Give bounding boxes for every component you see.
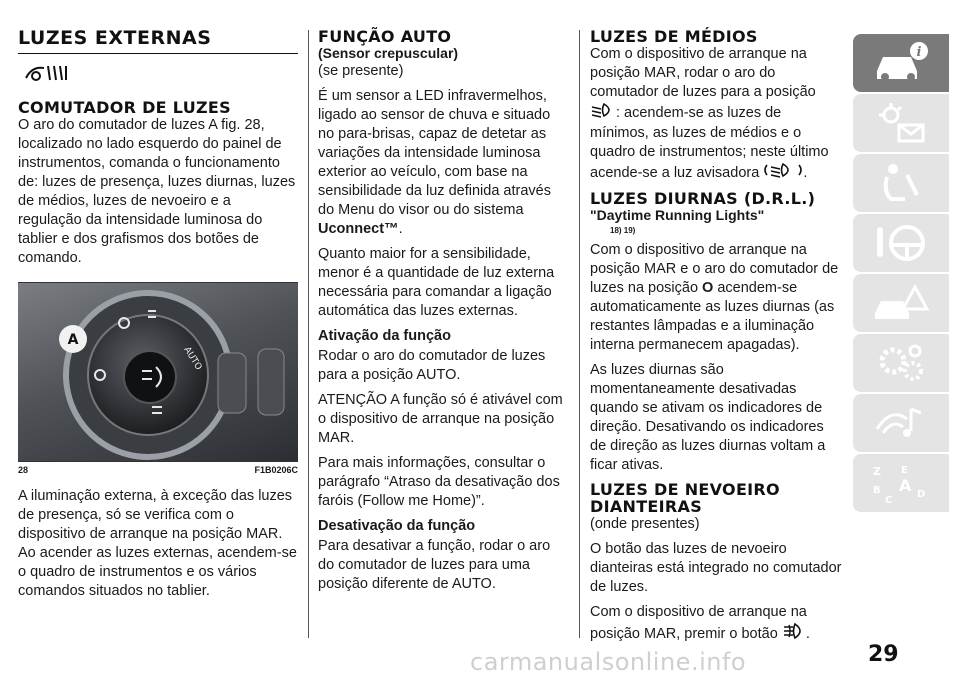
light-switch-figure xyxy=(18,282,298,461)
paragraph xyxy=(318,87,568,239)
footnote-refs: 18) 19) xyxy=(610,226,636,235)
uconnect-term: Uconnect™ xyxy=(318,221,399,237)
section-heading xyxy=(590,481,842,515)
column-divider xyxy=(579,30,580,638)
section-heading: LUZES DE MÉDIOS xyxy=(590,27,758,46)
section-subtitle: "Daytime Running Lights" xyxy=(590,207,765,223)
media-icon xyxy=(871,401,931,445)
paragraph xyxy=(590,241,842,355)
tab-index[interactable] xyxy=(853,454,949,512)
warning-lights-icon xyxy=(871,101,931,145)
paragraph: Rodar o aro do comutador de luzes para a posição AUTO. xyxy=(318,348,546,383)
airbag-seat-icon xyxy=(871,161,931,205)
section-heading: LUZES DIURNAS (D.R.L.) xyxy=(590,189,816,208)
title-rule xyxy=(18,53,298,54)
tab-emergency[interactable] xyxy=(853,274,949,332)
position-symbol: O xyxy=(702,280,714,296)
paragraph-text: Com o dispositivo de arranque na posição MAR, rodar o aro do comutador de luzes para a posição xyxy=(590,46,816,100)
column-3 xyxy=(590,28,842,652)
section-title: LUZES EXTERNAS xyxy=(18,27,212,49)
paragraph: O aro do comutador de luzes A fig. 28, localizado no lado esquerdo do painel de instrumentos, comanda o funcionamento de: luzes de presença, luzes diurnas, luzes de médios, luzes de nevoeiro e a regulação da intensidade luminosa do tablier e dos grafismos dos botões de comando. xyxy=(18,117,296,266)
breakdown-icon xyxy=(871,281,931,325)
paragraph: Para mais informações, consultar o parágrafo “Atraso da desativação dos faróis (Follow me Home)”. xyxy=(318,455,560,509)
index-letters-icon xyxy=(871,461,931,505)
paragraph: A iluminação externa, à exceção das luzes de presença, só se verifica com o dispositivo de arranque na posição MAR. Ao acender as luzes externas, acendem-se o quadro de instrumentos e os vários comandos situados no tablier. xyxy=(18,488,297,599)
steering-wheel-icon xyxy=(871,221,931,265)
paragraph-text: Com o dispositivo de arranque na posição MAR, premir o botão xyxy=(590,604,807,642)
paragraph-text: : acendem-se as luzes de mínimos, as luzes de médios e o quadro de instrumentos; neste último acende-se a luz avisadora xyxy=(590,104,829,181)
paragraph: O botão das luzes de nevoeiro dianteiras está integrado no comutador de luzes. xyxy=(590,541,842,595)
tab-safety[interactable] xyxy=(853,154,949,212)
deactivation-heading: Desativação da função xyxy=(318,518,476,534)
figure-label-a: A xyxy=(67,332,79,348)
column-divider xyxy=(308,30,309,638)
column-2 xyxy=(318,28,568,600)
car-info-icon xyxy=(871,41,931,85)
tab-multimedia[interactable] xyxy=(853,394,949,452)
figure-number: 28 xyxy=(18,465,29,475)
svg-text:C: C xyxy=(885,495,893,505)
watermark: carmanualsonline.info xyxy=(470,648,747,676)
svg-text:Z: Z xyxy=(873,465,881,478)
section-subtitle: (Sensor crepuscular) xyxy=(318,45,459,61)
column-1 xyxy=(18,28,298,607)
paragraph xyxy=(590,45,842,184)
svg-text:A: A xyxy=(899,476,912,495)
paragraph-end: . xyxy=(398,221,403,237)
dipped-beam-icon xyxy=(590,102,616,124)
heading-line: DIANTEIRAS xyxy=(590,497,703,516)
presence-note: (se presente) xyxy=(318,63,404,79)
svg-text:D: D xyxy=(917,489,926,500)
figure-code: F1B0206C xyxy=(254,465,298,475)
section-heading: FUNÇÃO AUTO xyxy=(318,27,452,46)
tab-maintenance[interactable] xyxy=(853,334,949,392)
figure-label-auto: AUTO xyxy=(181,345,204,373)
paragraph xyxy=(590,603,842,646)
paragraph: Para desativar a função, rodar o aro do comutador de luzes para uma posição diferente de AUTO. xyxy=(318,538,551,592)
light-switch-icon xyxy=(22,62,298,89)
paragraph-end: . xyxy=(805,625,810,642)
svg-text:B: B xyxy=(873,485,881,496)
presence-note: (onde presentes) xyxy=(590,516,700,532)
paragraph-text: acendem-se automaticamente as luzes diurnas (as restantes lâmpadas e a iluminação interna permanecem apagadas). xyxy=(590,280,835,353)
section-heading: COMUTADOR DE LUZES xyxy=(18,98,231,117)
tab-lights[interactable] xyxy=(853,94,949,152)
paragraph: As luzes diurnas são momentaneamente desativadas quando se ativam os indicadores de direção. Desativando os indicadores de direção as luzes diurnas voltam a ficar ativas. xyxy=(590,362,826,473)
chapter-tabs xyxy=(853,34,949,514)
svg-text:E: E xyxy=(901,465,908,476)
paragraph-text: É um sensor a LED infravermelhos, ligado ao sensor de chuva e situado no para-brisas, capaz de detetar as variações da intensidade luminosa exterior ao veículo, com base na sensibilidade da luz definida através do Menu do visor ou do sistema xyxy=(318,88,551,218)
tab-car-info[interactable] xyxy=(853,34,949,92)
front-fog-icon xyxy=(782,622,806,646)
attention-note: ATENÇÃO A função só é ativável com o dispositivo de arranque na posição MAR. xyxy=(318,392,563,446)
heading-line: LUZES DE NEVOEIRO xyxy=(590,480,780,499)
svg-text:i: i xyxy=(916,45,922,60)
tab-driving[interactable] xyxy=(853,214,949,272)
paragraph-text: Com o dispositivo de arranque na posição MAR e o aro do comutador de luzes na posição xyxy=(590,242,839,296)
paragraph-end: . xyxy=(803,164,808,181)
activation-heading: Ativação da função xyxy=(318,328,451,344)
figure-caption xyxy=(18,461,298,475)
dipped-beam-icon xyxy=(763,162,803,184)
gears-icon xyxy=(871,341,931,385)
paragraph: Quanto maior for a sensibilidade, menor é a quantidade de luz externa necessária para comandar a ligação automática das luzes externas. xyxy=(318,246,555,319)
page-number: 29 xyxy=(868,642,899,667)
